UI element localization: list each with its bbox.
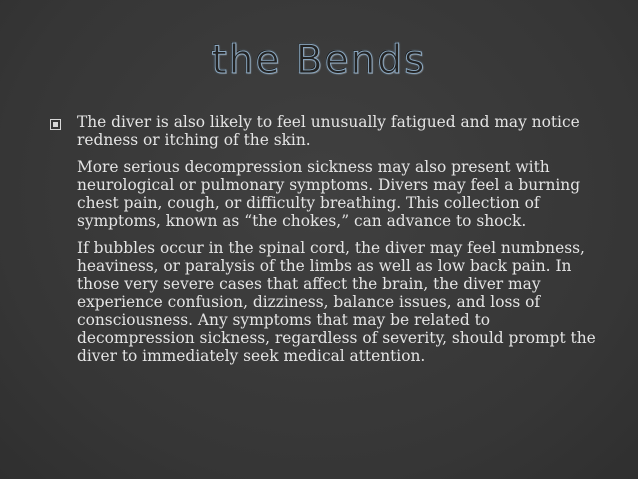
paragraph-spinal-cord: If bubbles occur in the spinal cord, the diver may feel numbness, heaviness, or paralysis of the limbs as well as low back pain. In those very severe cases that affect the brain, the diver may experience confusion, dizziness, balance issues, and loss of consciousness. Any symptoms that may be related to decompression sickness, regardless of severity, should prompt the diver to immediately seek medical attention. xyxy=(77,239,596,365)
slide-body xyxy=(77,113,597,374)
square-bullet-icon xyxy=(50,119,61,130)
paragraph-chokes: More serious decompression sickness may also present with neurological or pulmonary symptoms. Divers may feel a burning chest pain, cough, or difficulty breathing. This collection of symptoms, known as “the chokes,” can advance to shock. xyxy=(77,158,581,230)
slide-title: the Bends xyxy=(211,38,427,83)
paragraph-fatigue: The diver is also likely to feel unusually fatigued and may notice redness or itching of the skin. xyxy=(77,113,580,149)
